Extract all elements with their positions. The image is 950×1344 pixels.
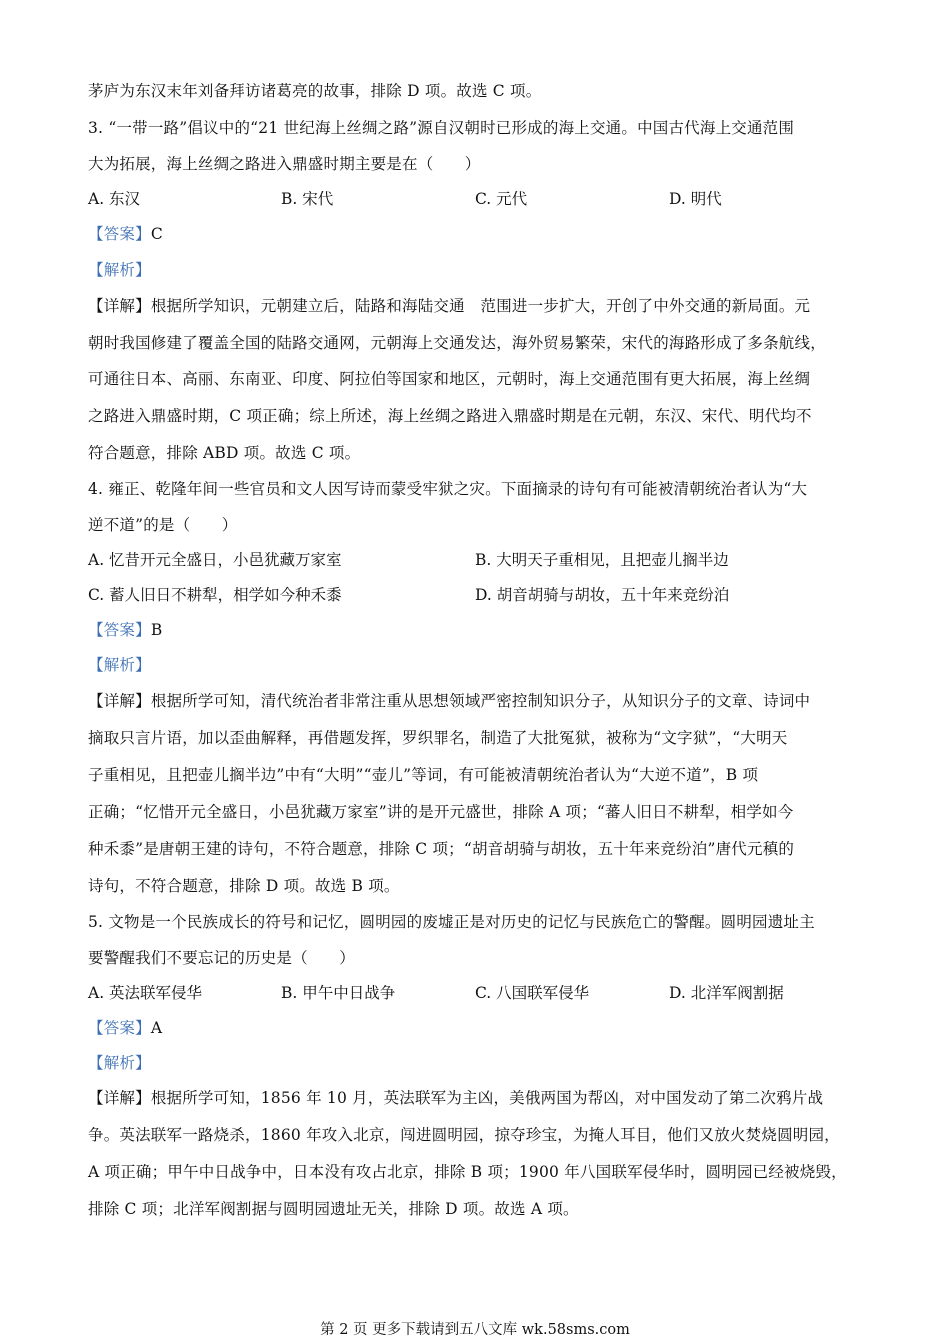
answer-label: 【答案】: [88, 1019, 151, 1037]
q3-option-d: D. 明代: [669, 190, 722, 208]
answer-label: 【答案】: [88, 225, 151, 243]
q5-detail-line-2: 争。英法联军一路烧杀，1860 年攻入北京，闯进圆明园，掠夺珍宝，为掩人耳目，他们又放火焚烧圆明园，: [88, 1126, 840, 1144]
q5-detail-line-1: [88, 1086, 862, 1110]
q4-option-d: D. 胡音胡骑与胡妆，五十年来竞纷泊: [475, 586, 730, 604]
q3-detail-line-1: [88, 294, 862, 318]
detail-text: 根据所学可知，1856 年 10 月，英法联军为主凶，美俄两国为帮凶，对中国发动了第二次鸦片战: [150, 1089, 824, 1107]
q4-analysis-label: 【解析】: [88, 656, 151, 674]
q3-option-c: C. 元代: [475, 190, 528, 208]
q4-detail-line-3: 子重相见，且把壶儿搁半边”中有“大明”“壶儿”等词，有可能被清朝统治者认为“大逆不道”，B 项: [88, 766, 759, 784]
answer-value: B: [150, 621, 163, 639]
detail-text: 根据所学知识，元朝建立后，陆路和海陆交通 范围进一步扩大，开创了中外交通的新局面。元: [150, 297, 811, 315]
q2-tail-text: 茅庐为东汉末年刘备拜访诸葛亮的故事，排除 D 项。故选 C 项。: [88, 82, 542, 100]
q5-detail-line-3: A 项正确；甲午中日战争中，日本没有攻占北京，排除 B 项；1900 年八国联军侵华时，圆明园已经被烧毁，: [88, 1163, 847, 1181]
q5-option-c: C. 八国联军侵华: [475, 984, 590, 1002]
q5-detail-line-4: 排除 C 项；北洋军阀割据与圆明园遗址无关，排除 D 项。故选 A 项。: [88, 1200, 579, 1218]
q5-option-a: A. 英法联军侵华: [88, 984, 203, 1002]
detail-label: 【详解】: [88, 297, 151, 315]
q3-answer: [88, 222, 862, 246]
q4-option-a: A. 忆昔开元全盛日，小邑犹藏万家室: [88, 551, 342, 569]
q5-analysis-label: 【解析】: [88, 1054, 151, 1072]
q5-stem-line-1: 5. 文物是一个民族成长的符号和记忆，圆明园的废墟正是对历史的记忆与民族危亡的警醒。圆明园遗址主: [88, 913, 815, 931]
q4-answer: [88, 618, 862, 642]
q3-detail-line-5: 符合题意，排除 ABD 项。故选 C 项。: [88, 444, 361, 462]
q4-option-c: C. 蓄人旧日不耕犁，相学如今种禾黍: [88, 586, 342, 604]
q4-detail-line-6: 诗句，不符合题意，排除 D 项。故选 B 项。: [88, 877, 400, 895]
q5-stem-line-2: 要警醒我们不要忘记的历史是（ ）: [88, 949, 355, 967]
q3-detail-line-2: 朝时我国修建了覆盖全国的陆路交通网，元朝海上交通发达，海外贸易繁荣，宋代的海路形成了多条航线，: [88, 334, 826, 352]
q5-option-b: B. 甲午中日战争: [281, 984, 396, 1002]
q3-analysis-label: 【解析】: [88, 261, 151, 279]
q4-detail-line-2: 摘取只言片语，加以歪曲解释，再借题发挥，罗织罪名，制造了大批冤狱，被称为“文字狱”，“大明天: [88, 729, 788, 747]
q4-stem-line-1: 4. 雍正、乾隆年间一些官员和文人因写诗而蒙受牢狱之灾。下面摘录的诗句有可能被清朝统治者认为“大: [88, 480, 808, 498]
q4-stem-line-2: 逆不道”的是（ ）: [88, 516, 238, 534]
page-footer: 第 2 页 更多下载请到五八文库 wk.58sms.com: [320, 1322, 630, 1338]
answer-value: C: [150, 225, 163, 243]
q3-detail-line-3: 可通往日本、高丽、东南亚、印度、阿拉伯等国家和地区，元朝时，海上交通范围有更大拓展，海上丝绸: [88, 370, 811, 388]
q3-detail-line-4: 之路进入鼎盛时期，C 项正确；综上所述，海上丝绸之路进入鼎盛时期是在元朝，东汉、宋代、明代均不: [88, 407, 812, 425]
detail-text: 根据所学可知，清代统治者非常注重从思想领域严密控制知识分子，从知识分子的文章、诗词中: [150, 692, 811, 710]
q5-answer: [88, 1016, 862, 1040]
q4-detail-line-1: [88, 689, 862, 713]
q3-stem-line-2: 大为拓展，海上丝绸之路进入鼎盛时期主要是在（ ）: [88, 155, 481, 173]
q4-detail-line-4: 正确；“忆惜开元全盛日，小邑犹藏万家室”讲的是开元盛世，排除 A 项；“蕃人旧日不耕犁，相学如今: [88, 803, 794, 821]
detail-label: 【详解】: [88, 1089, 151, 1107]
detail-label: 【详解】: [88, 692, 151, 710]
q3-option-b: B. 宋代: [281, 190, 334, 208]
answer-value: A: [150, 1019, 163, 1037]
q3-stem-line-1: 3. “一带一路”倡议中的“21 世纪海上丝绸之路”源自汉朝时已形成的海上交通。中国古代海上交通范围: [88, 119, 795, 137]
q4-option-b: B. 大明天子重相见，且把壶儿搁半边: [475, 551, 729, 569]
q4-detail-line-5: 种禾黍”是唐朝王建的诗句，不符合题意，排除 C 项；“胡音胡骑与胡妆，五十年来竞纷泊”唐代元稹的: [88, 840, 795, 858]
q3-option-a: A. 东汉: [88, 190, 141, 208]
q5-option-d: D. 北洋军阀割据: [669, 984, 784, 1002]
answer-label: 【答案】: [88, 621, 151, 639]
